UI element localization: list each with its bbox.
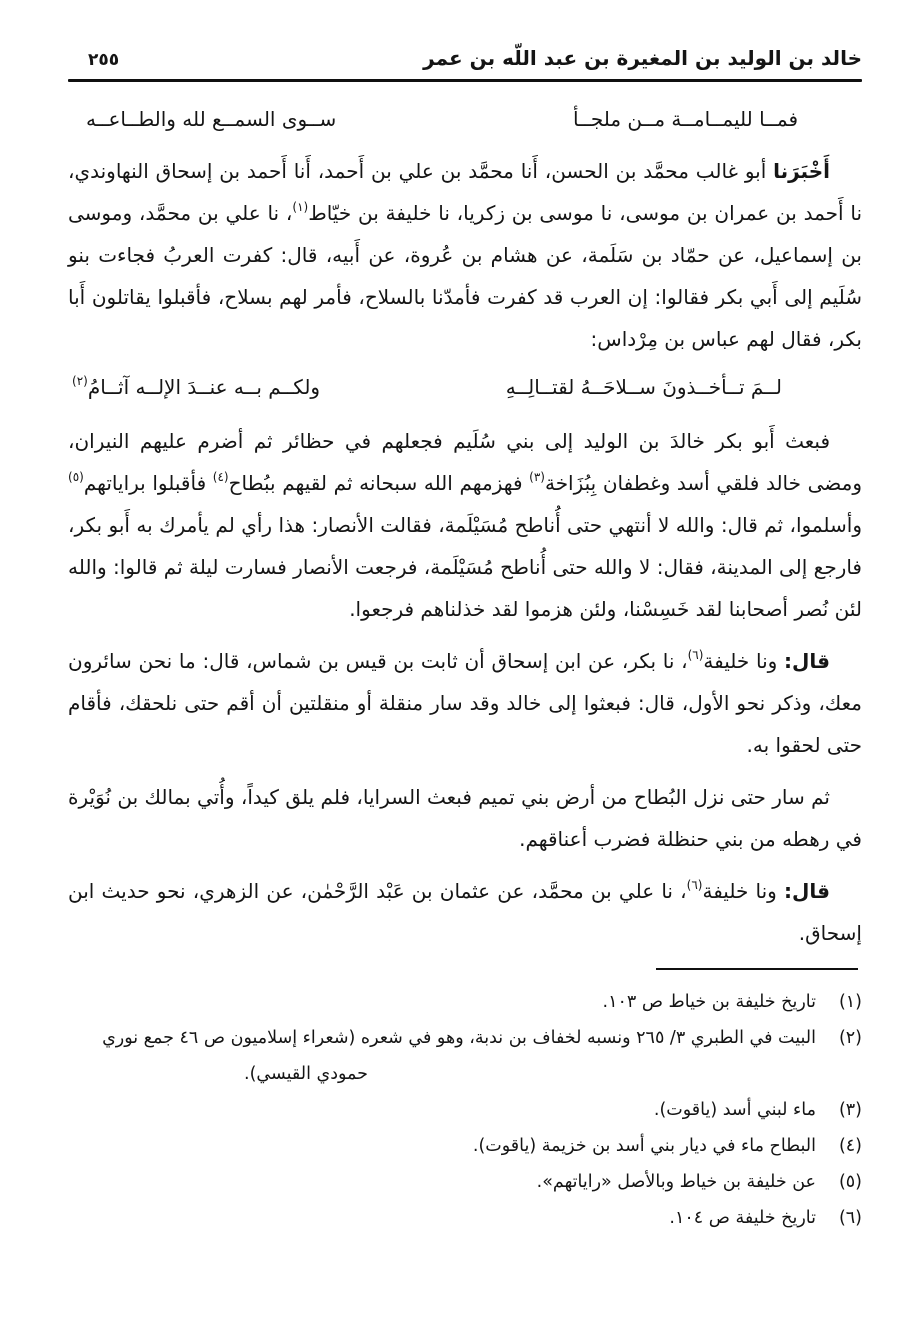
paragraph-text: ، نا علي بن محمَّد، عن عثمان بن عَبْد الرَّحْمٰن، عن الزهري، نحو حديث ابن إسحاق.	[68, 879, 862, 945]
hemistich-left: ســوى السمــع لله والطــاعــه	[86, 107, 337, 131]
footnote-text: تاريخ خليفة بن خياط ص ١٠٣.	[602, 992, 816, 1012]
footnote-number: (١)	[838, 992, 862, 1012]
footnote-separator	[656, 968, 858, 970]
lead-word: قال:	[784, 649, 830, 673]
hemistich-right: فمــا لليمــامــة مــن ملجــأ	[573, 107, 798, 131]
paragraph-text: فأقبلوا براياتهم	[83, 471, 213, 495]
lead-word: أَخْبَرَنا	[773, 159, 830, 183]
paragraph-text: فبعث أَبو بكر خالدَ بن الوليد إلى بني سُلَيم فجعلهم في حظائر ثم أضرم عليهم النيران، ومضى خالد فلقي أسد وغطفان بِبُزَاخة	[68, 429, 863, 495]
footnote-2	[68, 1020, 862, 1092]
paragraph-isnad-1	[68, 150, 862, 360]
footnote-text-line2: حمودي القيسي).	[244, 1064, 368, 1084]
footnote-text: ماء لبني أسد (ياقوت).	[653, 1100, 816, 1120]
poetry-couplet-2	[68, 366, 862, 408]
footnote-text: عن خليفة بن خياط وبالأصل «راياتهم».	[536, 1172, 816, 1192]
footnote-text: البطاح ماء في ديار بني أسد بن خزيمة (ياقوت).	[472, 1136, 816, 1156]
footnote-number: (٢)	[838, 1028, 862, 1048]
footnote-4	[68, 1128, 862, 1164]
footnote-text-line1: البيت في الطبري ٣/ ٢٦٥ ونسبه لخفاف بن ندبة، وهو في شعره (شعراء إسلاميون ص ٤٦ جمع نوري	[102, 1028, 816, 1048]
footnote-text: تاريخ خليفة ص ١٠٤.	[669, 1208, 816, 1228]
footnote-text	[68, 1020, 816, 1092]
paragraph-text: ونا خليفة	[703, 649, 785, 673]
footnote-marker-1: (١)	[292, 200, 309, 214]
paragraph-text: ، نا علي بن محمَّد، وموسى بن إسماعيل، عن حمّاد بن سَلَمة، عن هشام بن عُروة، عن أَبيه، قال: كفرت العربُ فجاءت بنو سُلَيم إلى أَبي بكر فقالوا: إن العرب قد كفرت فأمدّنا بالسلاح، فأمر لهم بسلاح، فأقبلوا يقاتلون أَبا بكر، فقال لهم عباس بن مِرْداس:	[68, 201, 862, 351]
footnote-6	[68, 1200, 862, 1236]
footnote-marker-3: (٣)	[529, 470, 545, 484]
footnote-marker-5: (٥)	[68, 470, 84, 484]
footnote-number: (٦)	[838, 1208, 862, 1228]
footnote-number: (٤)	[838, 1136, 862, 1156]
paragraph-text: ، نا بكر، عن ابن إسحاق أن ثابت بن قيس بن شماس، قال: ما نحن سائرون معك، وذكر نحو الأول، قال: فبعثوا إلى خالد وقد سار منقلة أو منقلتين أن أقم حتى نلحقك، فأقام حتى لحقوا به.	[68, 649, 862, 757]
header-rule	[68, 79, 862, 82]
footnote-number: (٣)	[838, 1100, 862, 1120]
footnote-marker-4: (٤)	[212, 470, 229, 484]
paragraph-isnad-2	[68, 640, 862, 766]
page-number: ٢٥٥	[88, 50, 120, 70]
poetry-couplet-1	[68, 98, 862, 140]
page-body	[68, 98, 862, 954]
chapter-title: خالد بن الوليد بن المغيرة بن عبد اللّه بن عمر	[423, 46, 862, 70]
paragraph-text: فهزمهم الله سبحانه ثم لقيهم ببُطاح	[228, 471, 530, 495]
footnote-5	[68, 1164, 862, 1200]
footnote-1	[68, 984, 862, 1020]
footnote-number: (٥)	[838, 1172, 862, 1192]
paragraph-text: ثم سار حتى نزل البُطاح من أرض بني تميم فبعث السرايا، فلم يلق كيداً، وأُتي بمالك بن نُوَيْرة في رهطه من بني حنظلة فضرب أعناقهم.	[68, 785, 862, 851]
lead-word: قال:	[784, 879, 830, 903]
page-header	[68, 46, 862, 70]
paragraph-text: وأسلموا، ثم قال: والله لا أنتهي حتى أُناطح مُسَيْلَمة، فقالت الأنصار: هذا رأي لم يأمرك به أَبو بكر، فارجع إلى المدينة، فقال: لا والله حتى أُناطح مُسَيْلَمة، فرجعت الأنصار فسارت ليلة ثم قالوا: والله لئن نُصر أصحابنا لقد خَسِسْنا، ولئن هزموا لقد خذلناهم فرجعوا.	[68, 513, 862, 621]
paragraph-text: أبو غالب محمَّد بن الحسن، أَنا محمَّد بن علي بن أَحمد، أَنا أَحمد بن إسحاق النهاوندي، نا أَحمد بن عمران بن موسى، نا موسى بن زكريا، نا خليفة بن خيّاط	[68, 159, 863, 225]
paragraph-isnad-3	[68, 870, 862, 954]
hemistich-right: لــمَ تــأخــذونَ ســلاحَــهُ لقتــالِــهِ	[505, 375, 782, 399]
footnote-marker-6b: (٦)	[686, 878, 703, 892]
footnote-marker-6: (٦)	[687, 648, 704, 662]
paragraph-narrative-2	[68, 776, 862, 860]
hemistich-left	[72, 366, 320, 408]
footnote-marker-2: (٢)	[72, 374, 88, 388]
footnote-3	[68, 1092, 862, 1128]
paragraph-text: ونا خليفة	[702, 879, 785, 903]
hemistich-text: ولكــم بــه عنــدَ الإلــه آثــامُ	[87, 375, 321, 399]
footnotes-section	[68, 984, 862, 1236]
paragraph-narrative-1	[68, 420, 862, 630]
